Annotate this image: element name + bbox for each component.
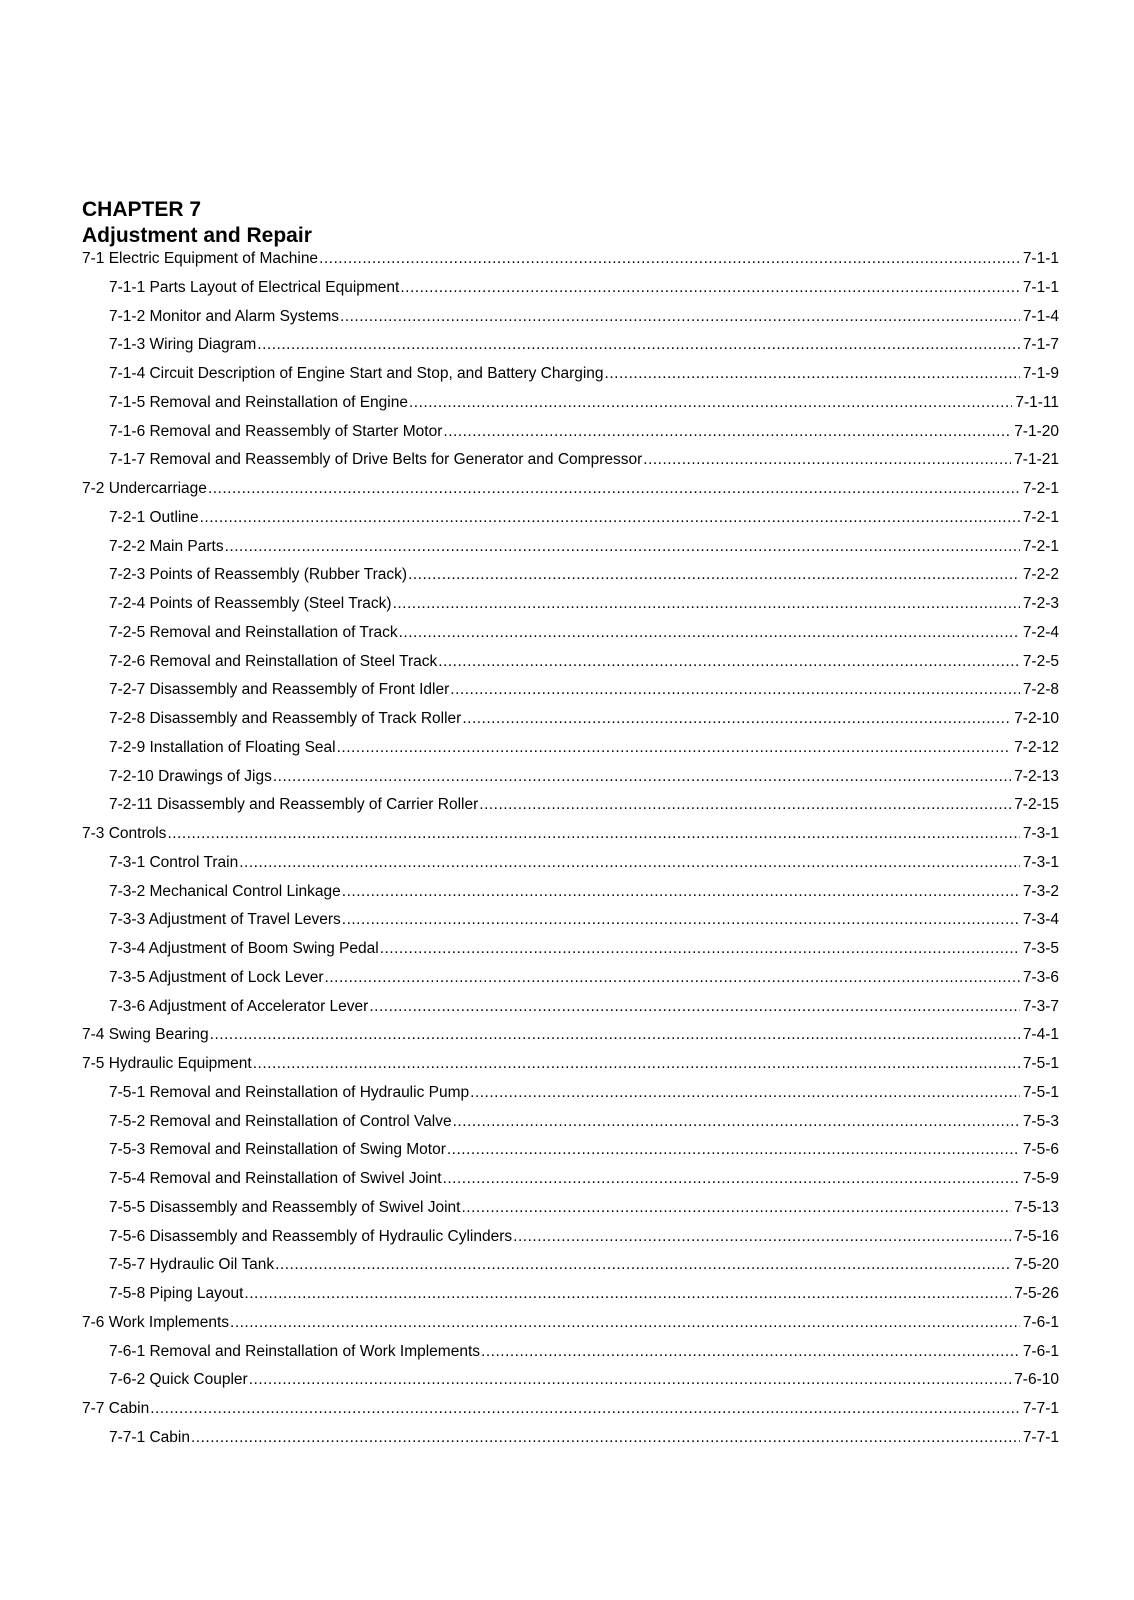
toc-page-number: 7-5-3: [1022, 1112, 1059, 1130]
toc-entry-title: 7-3 Controls: [82, 825, 167, 842]
toc-page-number: 7-2-4: [1022, 623, 1059, 641]
toc-subsection-entry[interactable]: [82, 998, 1059, 1027]
toc-subsection-entry[interactable]: [82, 1256, 1059, 1285]
toc-dot-leader: [210, 1026, 1020, 1044]
toc-page-number: 7-3-6: [1022, 968, 1059, 986]
toc-subsection-entry[interactable]: [82, 1199, 1059, 1228]
toc-page-number: 7-1-20: [1014, 422, 1059, 440]
toc-entry-title: 7-2-10 Drawings of Jigs: [109, 767, 272, 785]
toc-page-number: 7-6-1: [1022, 1313, 1059, 1331]
toc-page-number: 7-5-26: [1014, 1285, 1059, 1302]
toc-dot-leader: [342, 911, 1020, 929]
toc-entry-title: 7-1-5 Removal and Reinstallation of Engine: [109, 393, 408, 411]
toc-page-number: 7-5-1: [1022, 1083, 1059, 1101]
toc-dot-leader: [513, 1228, 1011, 1246]
toc-page-number: 7-2-13: [1014, 767, 1059, 785]
toc-subsection-entry[interactable]: [82, 710, 1059, 739]
toc-entry-title: 7-5-4 Removal and Reinstallation of Swivel Joint: [109, 1170, 442, 1187]
toc-entry-title: 7-5-5 Disassembly and Reassembly of Swivel Joint: [109, 1198, 461, 1216]
toc-dot-leader: [337, 739, 1012, 757]
toc-dot-leader: [257, 336, 1020, 354]
toc-dot-leader: [208, 480, 1020, 498]
toc-dot-leader: [369, 998, 1019, 1016]
toc-subsection-entry[interactable]: [82, 1228, 1059, 1257]
toc-page-number: 7-1-9: [1022, 365, 1059, 382]
toc-entry-title: 7-5-8 Piping Layout: [109, 1285, 244, 1302]
toc-section-entry[interactable]: [82, 825, 1059, 854]
toc-page-number: 7-6-10: [1014, 1371, 1059, 1389]
toc-entry-title: 7-7-1 Cabin: [109, 1428, 190, 1446]
toc-page-number: 7-1-21: [1014, 451, 1059, 469]
toc-entry-title: 7-2-6 Removal and Reinstallation of Steel Track: [109, 652, 438, 670]
toc-entry-title: 7-5-7 Hydraulic Oil Tank: [109, 1256, 275, 1274]
toc-dot-leader: [399, 624, 1020, 642]
toc-section-entry[interactable]: [82, 480, 1059, 509]
toc-subsection-entry[interactable]: [82, 1141, 1059, 1170]
toc-page-number: 7-7-1: [1022, 1400, 1059, 1417]
toc-page-number: 7-1-1: [1022, 278, 1059, 296]
toc-page-number: 7-3-1: [1022, 853, 1059, 871]
toc-section-entry[interactable]: [82, 1055, 1059, 1084]
table-of-contents: [82, 250, 1059, 1458]
toc-entry-title: 7-1-4 Circuit Description of Engine Start and Stop, and Battery Charging: [109, 365, 604, 382]
toc-entry-title: 7-3-3 Adjustment of Travel Levers: [109, 911, 341, 929]
toc-entry-title: 7-2-5 Removal and Reinstallation of Track: [109, 623, 398, 641]
toc-dot-leader: [340, 308, 1020, 326]
toc-dot-leader: [275, 1256, 1011, 1274]
toc-subsection-entry[interactable]: [82, 566, 1059, 595]
toc-page-number: 7-3-2: [1022, 882, 1059, 900]
toc-dot-leader: [605, 365, 1020, 383]
toc-dot-leader: [409, 394, 1012, 412]
toc-subsection-entry[interactable]: [82, 969, 1059, 998]
toc-dot-leader: [230, 1314, 1020, 1332]
toc-entry-title: 7-2-1 Outline: [109, 508, 199, 526]
toc-section-entry[interactable]: [82, 1400, 1059, 1429]
toc-entry-title: 7-1 Electric Equipment of Machine: [82, 250, 319, 267]
toc-entry-title: 7-2 Undercarriage: [82, 480, 207, 497]
toc-dot-leader: [249, 1371, 1011, 1389]
toc-subsection-entry[interactable]: [82, 1113, 1059, 1142]
toc-entry-title: 7-3-5 Adjustment of Lock Lever: [109, 968, 324, 986]
toc-dot-leader: [643, 451, 1011, 469]
toc-subsection-entry[interactable]: [82, 509, 1059, 538]
toc-page-number: 7-2-1: [1022, 508, 1059, 526]
toc-page-number: 7-2-1: [1022, 480, 1059, 497]
toc-subsection-entry[interactable]: [82, 940, 1059, 969]
toc-subsection-entry[interactable]: [82, 883, 1059, 912]
toc-page-number: 7-1-4: [1022, 307, 1059, 325]
toc-dot-leader: [408, 566, 1020, 584]
toc-entry-title: 7-1-6 Removal and Reassembly of Starter Motor: [109, 422, 443, 440]
toc-page-number: 7-5-9: [1022, 1170, 1059, 1187]
toc-page-number: 7-2-12: [1014, 738, 1059, 756]
toc-dot-leader: [481, 1343, 1020, 1361]
toc-dot-leader: [253, 1055, 1020, 1073]
toc-page-number: 7-4-1: [1022, 1026, 1059, 1044]
toc-dot-leader: [200, 509, 1020, 527]
toc-entry-title: 7-3-1 Control Train: [109, 853, 239, 871]
toc-subsection-entry[interactable]: [82, 739, 1059, 768]
toc-subsection-entry[interactable]: [82, 911, 1059, 940]
toc-page-number: 7-2-10: [1014, 710, 1059, 727]
toc-entry-title: 7-5-1 Removal and Reinstallation of Hydraulic Pump: [109, 1083, 470, 1101]
toc-page-number: 7-5-20: [1014, 1256, 1059, 1274]
toc-entry-title: 7-6 Work Implements: [82, 1313, 230, 1331]
toc-entry-title: 7-1-3 Wiring Diagram: [109, 336, 257, 354]
toc-entry-title: 7-5 Hydraulic Equipment: [82, 1055, 252, 1072]
toc-page-number: 7-1-11: [1015, 393, 1059, 411]
toc-subsection-entry[interactable]: [82, 595, 1059, 624]
toc-subsection-entry[interactable]: [82, 336, 1059, 365]
toc-entry-title: 7-3-2 Mechanical Control Linkage: [109, 882, 341, 900]
toc-entry-title: 7-1-1 Parts Layout of Electrical Equipment: [109, 278, 400, 296]
toc-subsection-entry[interactable]: [82, 1170, 1059, 1199]
toc-subsection-entry[interactable]: [82, 394, 1059, 423]
toc-page-number: 7-2-2: [1022, 566, 1059, 584]
toc-dot-leader: [167, 825, 1019, 843]
toc-entry-title: 7-2-4 Points of Reassembly (Steel Track): [109, 595, 392, 612]
toc-entry-title: 7-2-2 Main Parts: [109, 537, 224, 555]
toc-dot-leader: [479, 796, 1011, 814]
toc-page-number: 7-5-1: [1022, 1055, 1059, 1072]
toc-dot-leader: [239, 854, 1020, 872]
toc-entry-title: 7-5-3 Removal and Reinstallation of Swing Motor: [109, 1141, 446, 1159]
toc-entry-title: 7-2-9 Installation of Floating Seal: [109, 738, 336, 756]
toc-page-number: 7-5-13: [1014, 1198, 1059, 1216]
toc-entry-title: 7-2-11 Disassembly and Reassembly of Carrier Roller: [109, 796, 479, 814]
toc-section-entry[interactable]: [82, 1026, 1059, 1055]
toc-subsection-entry[interactable]: [82, 423, 1059, 452]
toc-subsection-entry[interactable]: [82, 624, 1059, 653]
toc-dot-leader: [342, 883, 1020, 901]
toc-dot-leader: [400, 279, 1019, 297]
toc-page-number: 7-5-6: [1022, 1141, 1059, 1159]
toc-entry-title: 7-6-2 Quick Coupler: [109, 1371, 248, 1389]
toc-dot-leader: [470, 1084, 1020, 1102]
toc-subsection-entry[interactable]: [82, 1343, 1059, 1372]
toc-subsection-entry[interactable]: [82, 681, 1059, 710]
toc-entry-title: 7-4 Swing Bearing: [82, 1026, 209, 1044]
toc-dot-leader: [191, 1429, 1020, 1447]
toc-subsection-entry[interactable]: [82, 1285, 1059, 1314]
toc-page-number: 7-3-4: [1022, 911, 1059, 929]
toc-dot-leader: [244, 1285, 1011, 1303]
toc-page-number: 7-1-1: [1022, 250, 1059, 267]
toc-page-number: 7-2-8: [1022, 681, 1059, 699]
toc-entry-title: 7-2-7 Disassembly and Reassembly of Front Idler: [109, 681, 450, 699]
chapter-title: Adjustment and Repair: [82, 224, 312, 247]
toc-entry-title: 7-3-6 Adjustment of Accelerator Lever: [109, 997, 369, 1015]
toc-subsection-entry[interactable]: [82, 451, 1059, 480]
toc-entry-title: 7-1-7 Removal and Reassembly of Drive Belts for Generator and Compressor: [109, 451, 643, 469]
toc-dot-leader: [462, 710, 1011, 728]
toc-entry-title: 7-7 Cabin: [82, 1400, 150, 1417]
toc-dot-leader: [273, 768, 1011, 786]
toc-entry-title: 7-2-8 Disassembly and Reassembly of Track Roller: [109, 710, 462, 727]
toc-entry-title: 7-3-4 Adjustment of Boom Swing Pedal: [109, 940, 379, 957]
toc-dot-leader: [450, 681, 1020, 699]
toc-subsection-entry[interactable]: [82, 365, 1059, 394]
toc-page-number: 7-2-15: [1014, 796, 1059, 814]
toc-page-number: 7-2-1: [1022, 537, 1059, 555]
toc-dot-leader: [225, 538, 1020, 556]
toc-subsection-entry[interactable]: [82, 308, 1059, 337]
toc-dot-leader: [150, 1400, 1020, 1418]
toc-dot-leader: [461, 1199, 1011, 1217]
toc-subsection-entry[interactable]: [82, 854, 1059, 883]
toc-page-number: 7-6-1: [1022, 1342, 1059, 1360]
toc-page-number: 7-2-3: [1022, 595, 1059, 612]
toc-page-number: 7-5-16: [1014, 1227, 1059, 1245]
toc-page-number: 7-1-7: [1022, 336, 1059, 354]
toc-subsection-entry[interactable]: [82, 1371, 1059, 1400]
toc-subsection-entry[interactable]: [82, 279, 1059, 308]
toc-subsection-entry[interactable]: [82, 653, 1059, 682]
toc-dot-leader: [453, 1113, 1020, 1131]
toc-dot-leader: [447, 1141, 1020, 1159]
toc-dot-leader: [438, 653, 1020, 671]
toc-page-number: 7-7-1: [1022, 1428, 1059, 1446]
toc-dot-leader: [443, 423, 1011, 441]
toc-subsection-entry[interactable]: [82, 538, 1059, 567]
toc-subsection-entry[interactable]: [82, 796, 1059, 825]
toc-subsection-entry[interactable]: [82, 768, 1059, 797]
toc-page-number: 7-2-5: [1022, 652, 1059, 670]
toc-entry-title: 7-5-2 Removal and Reinstallation of Control Valve: [109, 1112, 452, 1130]
toc-section-entry[interactable]: [82, 250, 1059, 279]
toc-dot-leader: [443, 1170, 1020, 1188]
toc-page-number: 7-3-5: [1022, 940, 1059, 957]
toc-entry-title: 7-6-1 Removal and Reinstallation of Work Implements: [109, 1342, 481, 1360]
toc-section-entry[interactable]: [82, 1314, 1059, 1343]
toc-entry-title: 7-2-3 Points of Reassembly (Rubber Track): [109, 566, 408, 584]
toc-entry-title: 7-5-6 Disassembly and Reassembly of Hydraulic Cylinders: [109, 1227, 513, 1245]
toc-subsection-entry[interactable]: [82, 1429, 1059, 1458]
toc-subsection-entry[interactable]: [82, 1084, 1059, 1113]
chapter-number: CHAPTER 7: [82, 198, 202, 221]
toc-dot-leader: [325, 969, 1020, 987]
toc-dot-leader: [393, 595, 1020, 613]
chapter-heading: [82, 197, 312, 249]
toc-page-number: 7-3-1: [1022, 825, 1059, 842]
toc-dot-leader: [319, 250, 1020, 268]
toc-entry-title: 7-1-2 Monitor and Alarm Systems: [109, 307, 340, 325]
toc-page-number: 7-3-7: [1022, 997, 1059, 1015]
toc-dot-leader: [380, 940, 1020, 958]
